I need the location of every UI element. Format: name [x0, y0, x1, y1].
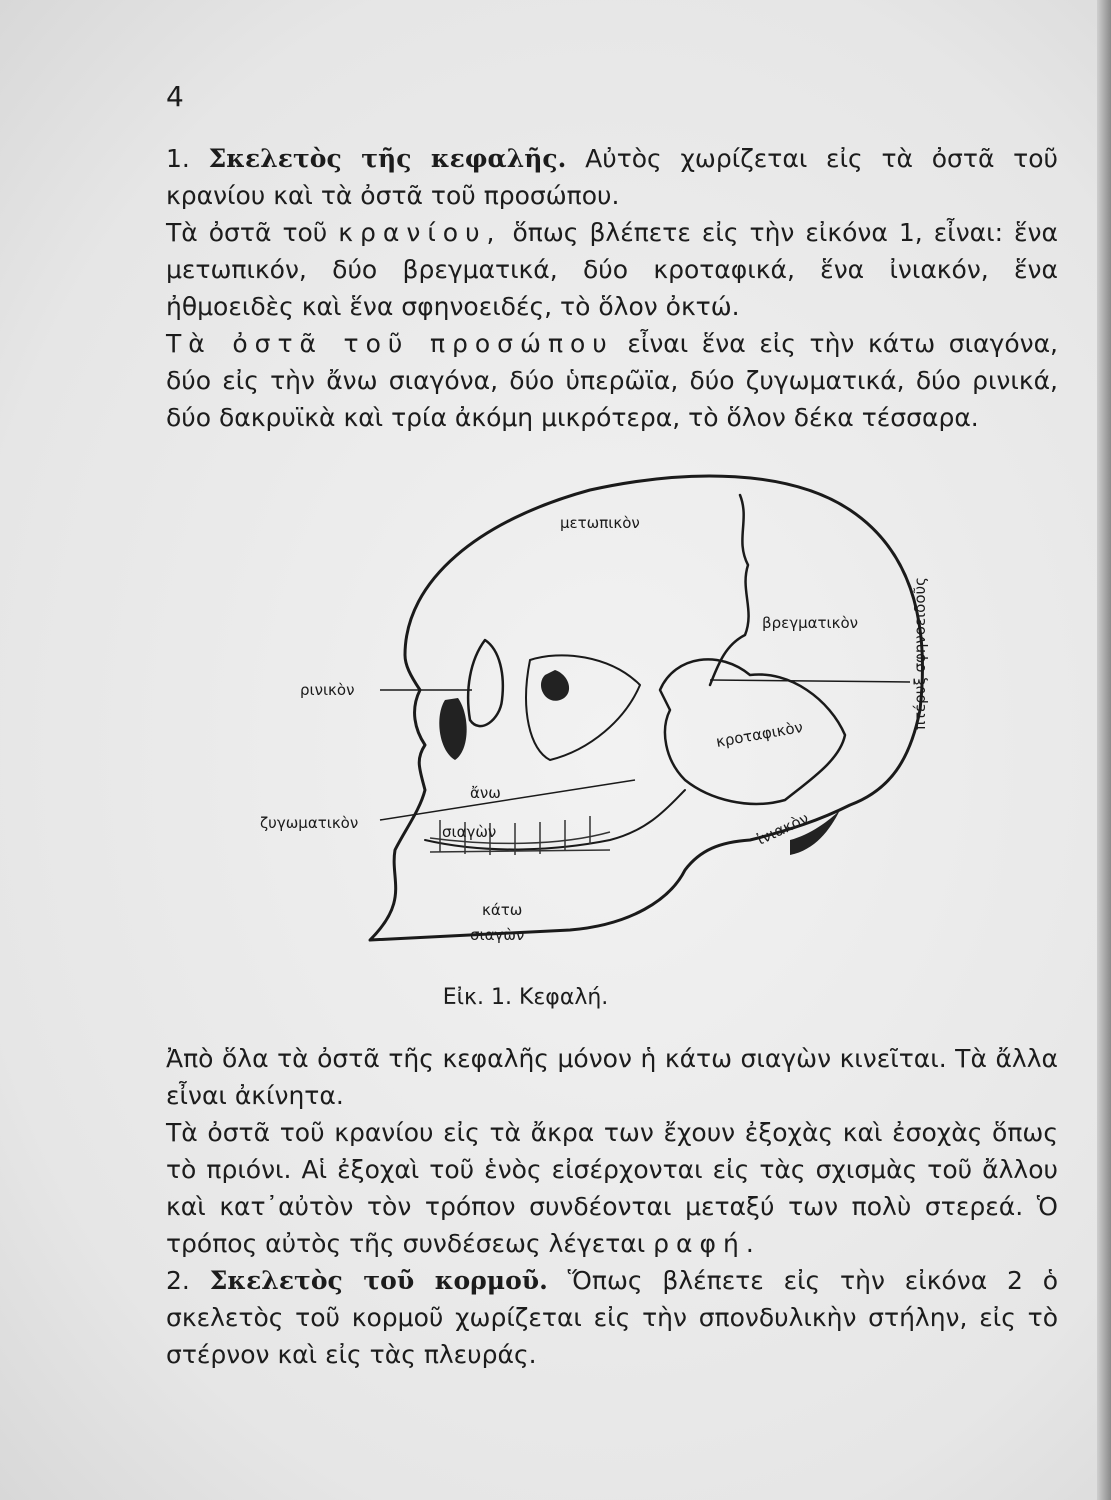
coronal-suture [710, 495, 749, 685]
eye-socket-shadow [439, 698, 466, 760]
label-parietal: βρεγματικὸν [762, 614, 859, 632]
zygomatic-pointer [380, 780, 635, 820]
section-2-paragraph [138, 1262, 1058, 1373]
page-edge-shadow [1097, 0, 1111, 1500]
cranium-lead: Τὰ ὀστᾶ τοῦ [166, 218, 328, 247]
face-term: Τὰ ὀστᾶ τοῦ προσώπου [166, 329, 614, 358]
movable-jaw-paragraph: Ἀπὸ ὅλα τὰ ὀστᾶ τῆς κεφαλῆς μόνον ἡ κάτω σιαγὼν κινεῖται. Τὰ ἄλλα εἶναι ἀκίνητα. [166, 1044, 1058, 1110]
label-lower-jaw-2: σιαγὼν [470, 926, 525, 944]
label-sphenoid: πτέρυξ σφηνοειδοῦς [911, 577, 929, 730]
section-1-text [138, 140, 1058, 436]
label-frontal: μετωπικὸν [560, 514, 640, 532]
eye-socket [468, 640, 503, 726]
sphenoid-pointer [710, 680, 910, 682]
label-nasal: ρινικὸν [300, 681, 355, 699]
section-1-number: 1. [166, 144, 190, 173]
suture-text: Τὰ ὀστᾶ τοῦ κρανίου εἰς τὰ ἄκρα των ἔχουν ἐξοχὰς καὶ ἐσοχὰς ὅπως τὸ πριόνι. Αἱ ἐξοχαὶ τοῦ ἑνὸς εἰσέρχονται εἰς τὰς σχισμὰς τοῦ ἄλλου καὶ κατ᾽αὐτὸν τὸν τρόπον συνδέονται μεταξύ των πολὺ στερεά. Ὁ τρόπος αὐτὸς τῆς συνδέσεως λέγεται [166, 1118, 1058, 1258]
face-paragraph [138, 325, 1058, 436]
page-number: 4 [166, 80, 184, 113]
label-temporal: κροταφικὸν [714, 717, 805, 751]
label-upper-jaw-2: σιαγὼν [442, 823, 497, 841]
section-2-title: Σκελετὸς τοῦ κορμοῦ. [209, 1266, 548, 1295]
cranium-text: ὅπως βλέπετε εἰς τὴν εἰκόνα 1, εἶναι: ἕνα μετωπικόν, δύο βρεγματικά, δύο κροταφικά, ἕνα ἰνιακόν, ἕνα ἠθμοειδὲς καὶ ἕνα σφηνοειδές, τὸ ὅλον ὀκτώ. [166, 218, 1058, 321]
skull-illustration [230, 460, 980, 980]
section-1-title: Σκελετὸς τῆς κεφαλῆς. [208, 144, 567, 173]
section-2-number: 2. [166, 1266, 190, 1295]
label-lower-jaw-1: κάτω [482, 901, 523, 919]
figure-caption: Εἰκ. 1. Κεφαλή. [442, 985, 609, 1010]
label-zygomatic: ζυγωματικὸν [260, 814, 359, 832]
section-1-intro [138, 140, 1058, 214]
skull-figure [230, 460, 980, 980]
figure-caption-wrap [0, 985, 1111, 1010]
cranium-paragraph [138, 214, 1058, 325]
nasal-cavity-shadow [541, 670, 569, 701]
cranium-term: κρανίου, [338, 218, 502, 247]
cheekbone [526, 655, 640, 760]
label-occipital: ἰνιακὸν [754, 809, 812, 849]
after-figure-text [138, 1040, 1058, 1373]
suture-paragraph [138, 1114, 1058, 1262]
section-2-text: Ὅπως βλέπετε εἰς τὴν εἰκόνα 2 ὁ σκελετὸς τοῦ κορμοῦ χωρίζεται εἰς τὴν σπονδυλικὴν στήλην, εἰς τὸ στέρνον καὶ εἰς τὰς πλευράς. [166, 1266, 1059, 1369]
suture-term: ραφή. [653, 1229, 761, 1258]
label-upper-jaw-1: ἄνω [470, 784, 501, 802]
section-1-intro-text: Αὐτὸς χωρίζεται εἰς τὰ ὀστᾶ τοῦ κρανίου καὶ τὰ ὀστᾶ τοῦ προσώπου. [166, 144, 1058, 210]
face-text: εἶναι ἕνα εἰς τὴν κάτω σιαγόνα, δύο εἰς τὴν ἄνω σιαγόνα, δύο ὑπερῶϊα, δύο ζυγωματικά, δύο ρινικά, δύο δακρυϊκὰ καὶ τρία ἀκόμη μικρότερα, τὸ ὅλον δέκα τέσσαρα. [166, 329, 1058, 432]
